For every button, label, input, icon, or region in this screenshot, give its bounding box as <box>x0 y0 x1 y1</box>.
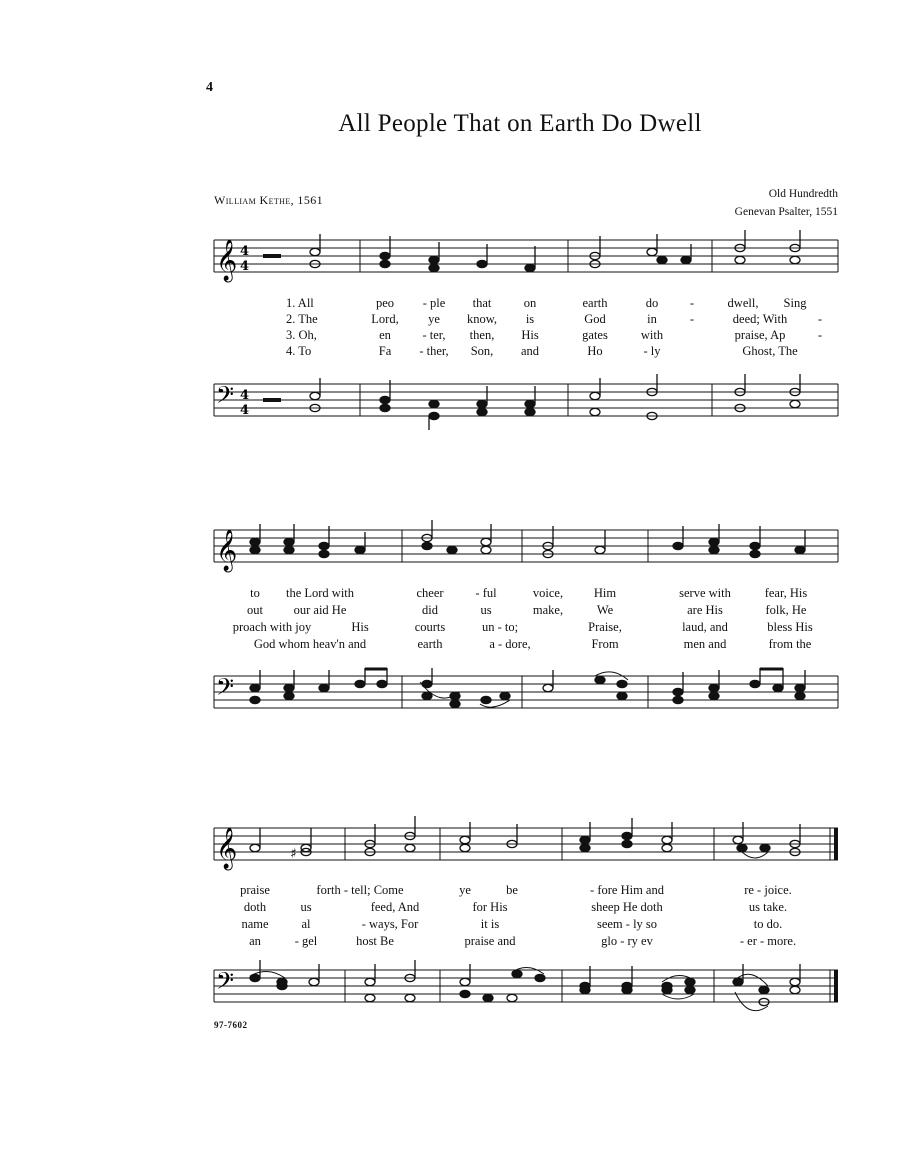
lyric: know, <box>466 312 498 326</box>
lyric: - fore Him and <box>590 883 664 897</box>
bass-clef-icon: 𝄢 <box>216 381 235 414</box>
lyric: that <box>472 296 492 310</box>
lyric: then, <box>469 328 495 342</box>
lyric: From <box>591 637 619 651</box>
lyric: courts <box>414 620 446 634</box>
lyric: fear, His <box>764 586 808 600</box>
tune-source: Genevan Psalter, 1551 <box>734 206 838 218</box>
sharp-icon: ♯ <box>290 846 297 862</box>
lyric: host Be <box>356 934 394 948</box>
lyric: make, <box>532 603 564 617</box>
lyric: - ther, <box>419 344 449 358</box>
lyric: praise, Ap <box>734 328 786 342</box>
lyric: is <box>525 312 535 326</box>
lyric: out <box>247 603 263 617</box>
lyric: for His <box>472 900 508 914</box>
lyric: Ho <box>587 344 603 358</box>
svg-text:4: 4 <box>240 388 250 403</box>
lyric: bless His <box>767 620 813 634</box>
bass-staff-system-1 <box>0 376 900 436</box>
lyric: Sing <box>783 296 807 310</box>
lyric: God whom heav'n and <box>253 637 367 651</box>
lyric: ye <box>459 883 471 897</box>
bass-staff-system-3 <box>0 962 900 1022</box>
lyric: on <box>523 296 537 310</box>
lyric: - ter, <box>422 328 446 342</box>
lyric: it is <box>480 917 500 931</box>
lyric: and <box>520 344 540 358</box>
lyric: His <box>351 620 369 634</box>
lyric: a - dore, <box>489 637 531 651</box>
lyric: - <box>817 312 823 326</box>
lyric: the Lord with <box>285 586 355 600</box>
lyric: - <box>689 312 695 326</box>
lyric: Ghost, The <box>742 344 798 358</box>
lyric: do <box>645 296 659 310</box>
lyric: laud, and <box>682 620 728 634</box>
lyric: 4. To <box>286 344 312 358</box>
lyric: proach with joy <box>232 620 312 634</box>
lyric: forth - tell; Come <box>316 883 404 897</box>
lyric: Lord, <box>371 312 399 326</box>
lyric: men and <box>683 637 727 651</box>
lyric: earth <box>417 637 443 651</box>
lyric: in <box>647 312 657 326</box>
lyric: praise and <box>464 934 516 948</box>
tune-name: Old Hundredth <box>768 188 838 200</box>
lyric: Fa <box>378 344 392 358</box>
lyric: glo - ry ev <box>601 934 653 948</box>
lyric: We <box>596 603 614 617</box>
lyric: be <box>506 883 518 897</box>
lyric: - gel <box>294 934 318 948</box>
lyric: feed, And <box>370 900 420 914</box>
treble-staff-system-1 <box>0 232 900 292</box>
lyric: 1. All <box>286 296 314 310</box>
time-signature: 4 <box>240 244 250 259</box>
lyric: - er - more. <box>739 934 797 948</box>
lyric: ye <box>428 312 440 326</box>
lyric: en <box>379 328 391 342</box>
lyric: Praise, <box>588 620 622 634</box>
hymn-title: All People That on Earth Do Dwell <box>338 110 702 137</box>
lyric: to <box>250 586 260 600</box>
lyric: praise <box>240 883 270 897</box>
treble-staff-system-3 <box>0 820 900 880</box>
lyric: deed; With <box>732 312 788 326</box>
svg-text:𝄢: 𝄢 <box>216 673 235 706</box>
svg-text:4: 4 <box>240 403 250 418</box>
lyric: 3. Oh, <box>286 328 317 342</box>
lyric: His <box>521 328 539 342</box>
lyric: us <box>480 603 492 617</box>
treble-staff-system-2 <box>0 522 900 582</box>
lyric: Son, <box>470 344 494 358</box>
lyric: Him <box>593 586 617 600</box>
lyric: peo <box>375 296 395 310</box>
lyric: doth <box>243 900 267 914</box>
lyric: - ful <box>475 586 497 600</box>
lyric: to do. <box>753 917 783 931</box>
lyric: al <box>301 917 311 931</box>
lyric: - ways, For <box>361 917 419 931</box>
lyric: God <box>584 312 606 326</box>
page-number: 4 <box>206 80 213 95</box>
catalog-number: 97-7602 <box>214 1020 248 1030</box>
lyric: with <box>640 328 664 342</box>
bass-staff-system-2 <box>0 668 900 728</box>
svg-text:𝄢: 𝄢 <box>216 967 235 1000</box>
lyric: are His <box>687 603 723 617</box>
lyric: sheep He doth <box>591 900 663 914</box>
lyric: seem - ly so <box>596 917 658 931</box>
lyric: 2. The <box>286 312 318 326</box>
lyric: - ly <box>643 344 661 358</box>
lyric: from the <box>768 637 812 651</box>
lyric: name <box>241 917 269 931</box>
lyric: us take. <box>748 900 788 914</box>
svg-text:𝄞: 𝄞 <box>216 530 238 571</box>
lyric: - <box>817 328 823 342</box>
svg-text:4: 4 <box>240 259 250 274</box>
lyric: voice, <box>532 586 564 600</box>
tune-credit <box>735 185 838 221</box>
lyric: did <box>422 603 438 617</box>
lyric: cheer <box>416 586 444 600</box>
lyric: folk, He <box>765 603 807 617</box>
lyric: un - to; <box>481 620 519 634</box>
lyric: us <box>300 900 312 914</box>
lyric: our aid He <box>293 603 347 617</box>
lyric: gates <box>582 328 608 342</box>
treble-clef-icon: 𝄞 <box>216 240 238 281</box>
lyric: - <box>689 296 695 310</box>
lyric: earth <box>582 296 608 310</box>
svg-text:𝄞: 𝄞 <box>216 828 238 869</box>
lyric: re - joice. <box>744 883 792 897</box>
lyric: dwell, <box>727 296 759 310</box>
lyric: - ple <box>422 296 446 310</box>
lyric: serve with <box>679 586 731 600</box>
author-credit: William Kethe, 1561 <box>214 193 324 207</box>
lyric: an <box>249 934 261 948</box>
